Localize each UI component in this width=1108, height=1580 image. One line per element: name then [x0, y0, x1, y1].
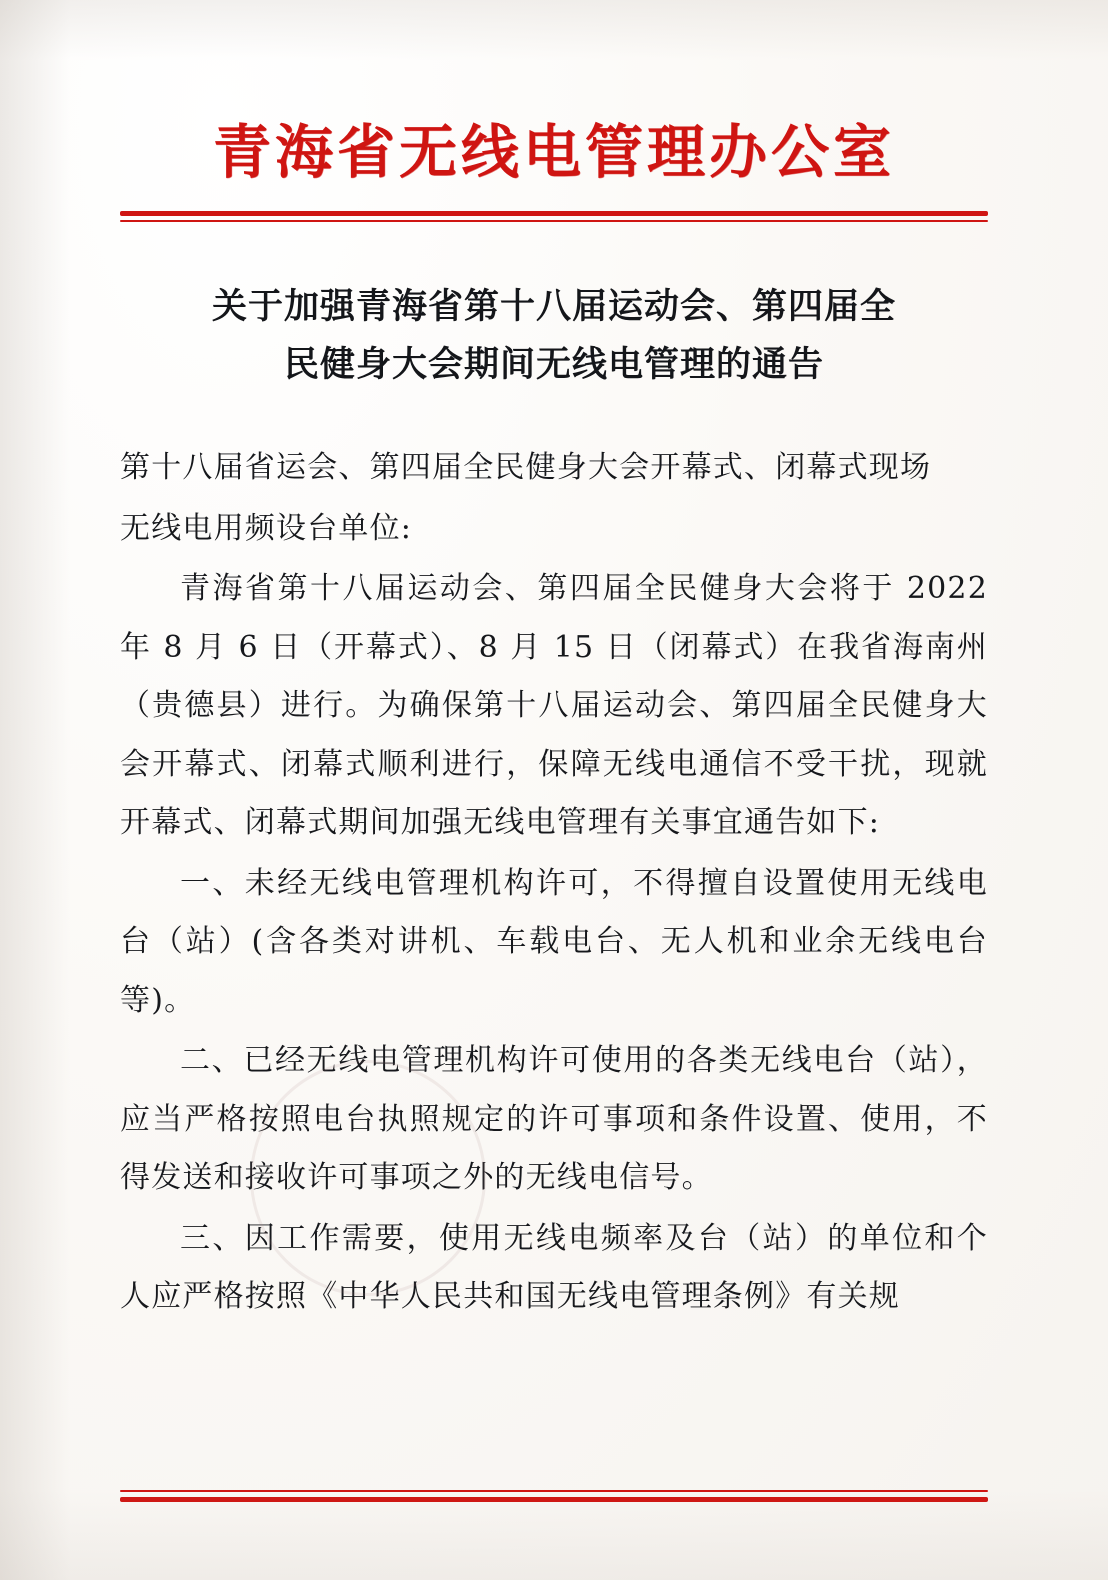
document-title-line-2: 民健身大会期间无线电管理的通告	[283, 343, 824, 385]
footer-rules	[120, 1490, 988, 1502]
body-paragraph-2: 一、未经无线电管理机构许可，不得擅自设置使用无线电台（站）(含各类对讲机、车载电台、无人机和业余无线电台等)。	[120, 865, 988, 1018]
letterhead-rule-thin	[120, 220, 988, 222]
salutation-line-2: 无线电用频设台单位:	[120, 510, 413, 546]
body-paragraph-4: 三、因工作需要，使用无线电频率及台（站）的单位和个人应严格按照《中华人民共和国无线电管理条例》有关规	[120, 1220, 988, 1315]
letterhead	[120, 0, 988, 222]
footer-rule-thick	[120, 1497, 988, 1502]
letterhead-rule-thick	[120, 211, 988, 216]
letterhead-rules	[120, 211, 988, 222]
body-paragraph-1: 青海省第十八届运动会、第四届全民健身大会将于 2022 年 8 月 6 日（开幕式）、8 月 15 日（闭幕式）在我省海南州（贵德县）进行。为确保第十八届运动会、第四届全民健身大会开幕式、闭幕式顺利进行，保障无线电通信不受干扰，现就开幕式、闭幕式期间加强无线电管理有关事宜通告如下:	[120, 571, 988, 841]
footer-rule-thin	[120, 1490, 988, 1492]
document-body	[120, 439, 988, 1327]
document-title	[120, 278, 988, 394]
body-paragraph-3: 二、已经无线电管理机构许可使用的各类无线电台（站），应当严格按照电台执照规定的许可事项和条件设置、使用，不得发送和接收许可事项之外的无线电信号。	[120, 1043, 988, 1196]
issuing-organization-title: 青海省无线电管理办公室	[212, 118, 895, 186]
document-title-line-1: 关于加强青海省第十八届运动会、第四届全	[211, 285, 896, 327]
salutation-line-1: 第十八届省运会、第四届全民健身大会开幕式、闭幕式现场	[120, 450, 932, 486]
